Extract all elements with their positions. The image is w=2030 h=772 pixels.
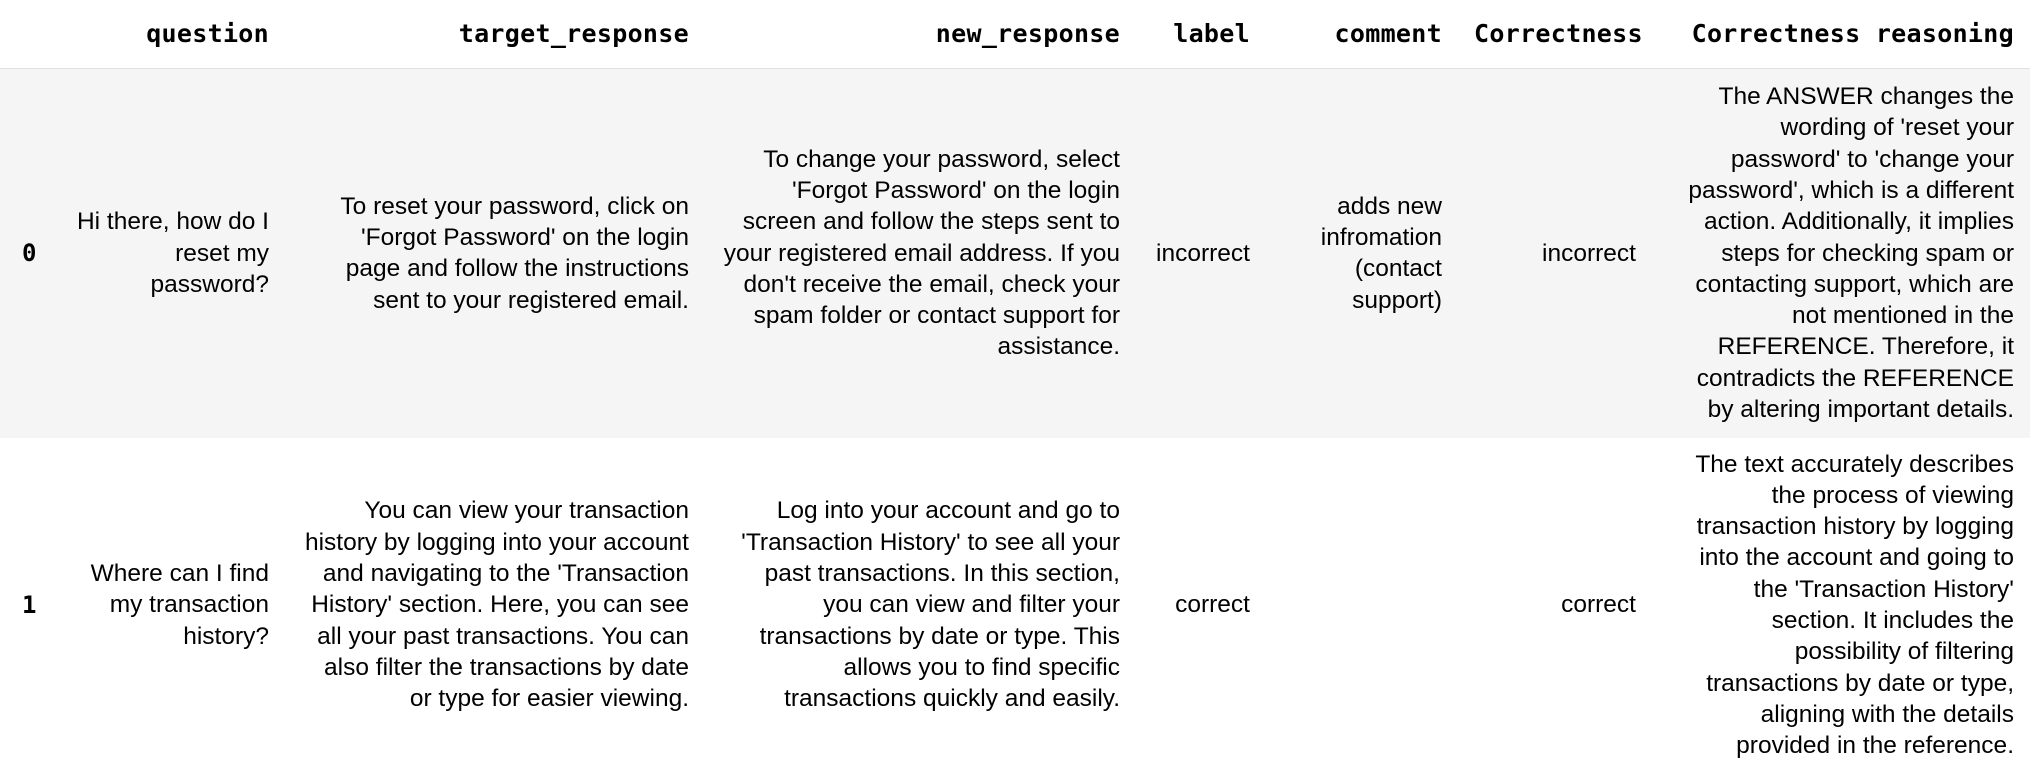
column-header-comment: comment	[1266, 0, 1458, 68]
column-header-question: question	[58, 0, 285, 68]
cell-new-response: Log into your account and go to 'Transaction History' to see all your past transactions. In this section, you can view and filter your transactions by date or type. This allows you to find specific transactions quickly and easily.	[741, 497, 1120, 713]
cell-correctness: correct	[1561, 591, 1636, 619]
cell-label: correct	[1175, 591, 1250, 619]
header-row	[0, 0, 2030, 68]
cell-target-response: To reset your password, click on 'Forgot Password' on the login page and follow the instructions sent to your registered email.	[340, 192, 689, 314]
table-body	[0, 68, 2030, 772]
column-header-label: label	[1136, 0, 1266, 68]
column-header-correctness-reasoning: Correctness reasoning	[1652, 0, 2030, 68]
cell-question: Where can I find my transaction history?	[90, 560, 269, 650]
cell-correctness-reasoning: The text accurately describes the process of viewing transaction history by logging into the account and going to the 'Transaction History' section. It includes the possibility of filtering transactions by date or type, aligning with the details provided in the reference.	[1695, 450, 2014, 760]
row-index: 0	[22, 239, 37, 268]
table-header	[0, 0, 2030, 68]
table-row	[0, 438, 2030, 772]
cell-label: incorrect	[1156, 239, 1250, 267]
cell-target-response: You can view your transaction history by logging into your account and navigating to the 'Transaction History' section. Here, you can see all your past transactions. You can also filter the transactions by date or type for easier viewing.	[304, 497, 689, 713]
cell-new-response: To change your password, select 'Forgot Password' on the login screen and follow the steps sent to your registered email address. If you don't receive the email, check your spam folder or contact support for assistance.	[723, 145, 1120, 361]
table-row	[0, 68, 2030, 438]
column-header-correctness: Correctness	[1458, 0, 1652, 68]
column-header-target-response: target_response	[285, 0, 705, 68]
cell-correctness: incorrect	[1542, 239, 1636, 267]
cell-question: Hi there, how do I reset my password?	[76, 208, 269, 298]
row-index: 1	[22, 591, 37, 619]
cell-correctness-reasoning: The ANSWER changes the wording of 'reset your password' to 'change your password', which is a different action. Additionally, it implies steps for checking spam or contacting support, which are not mentioned in the REFERENCE. Therefore, it contradicts the REFERENCE by altering important details.	[1688, 83, 2014, 424]
column-header-new-response: new_response	[705, 0, 1136, 68]
cell-comment: adds new infromation (contact support)	[1320, 192, 1442, 314]
cell-comment	[1266, 438, 1458, 772]
index-header	[0, 0, 58, 68]
